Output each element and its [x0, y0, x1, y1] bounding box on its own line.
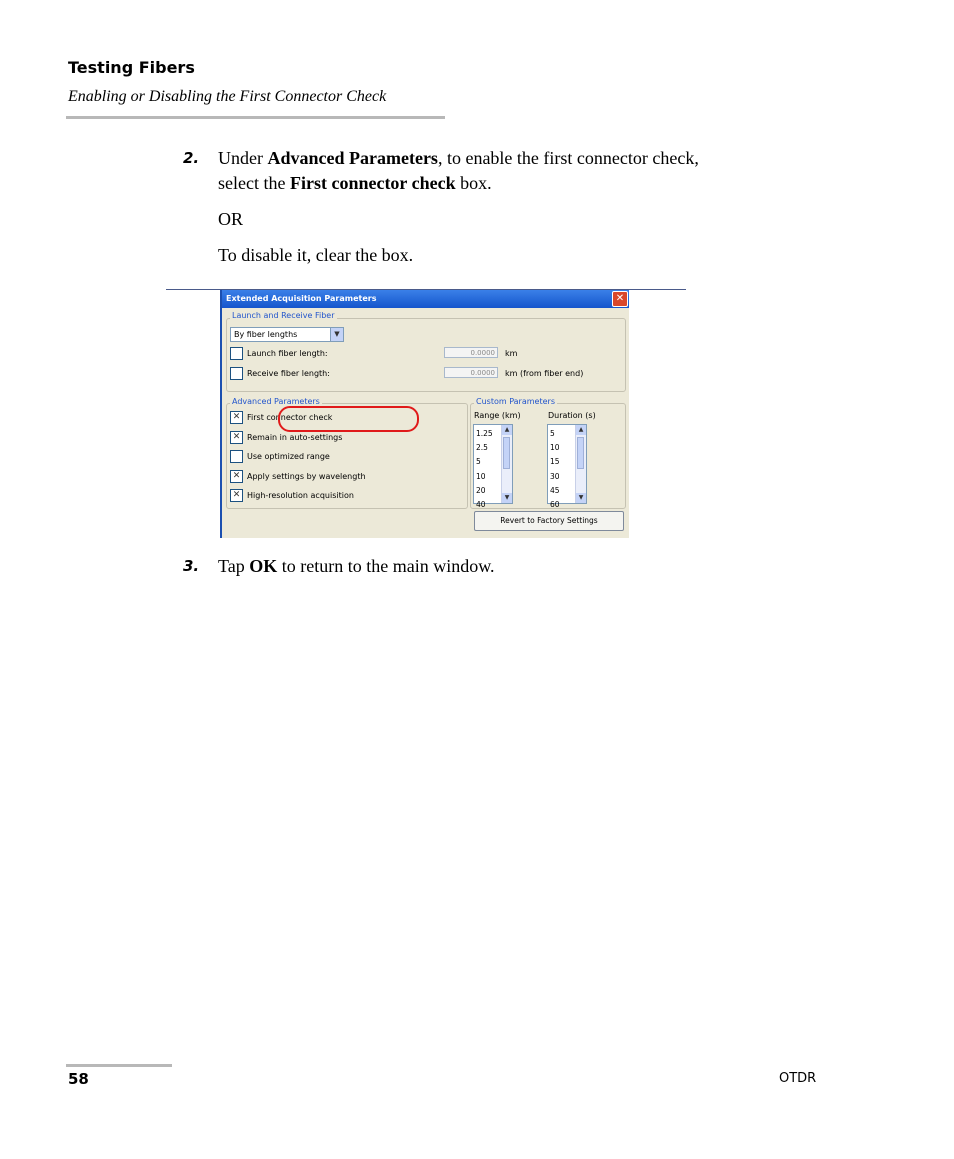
receive-fiber-input[interactable]: 0.0000 [444, 367, 498, 378]
list-item[interactable]: 1.25 [476, 429, 493, 438]
high-resolution-checkbox[interactable]: ✕ [230, 489, 243, 502]
use-optimized-range-checkbox[interactable] [230, 450, 243, 463]
list-item[interactable]: 15 [550, 457, 560, 466]
launch-fiber-label: Launch fiber length: [247, 349, 328, 358]
dialog-screenshot [166, 289, 686, 539]
duration-list[interactable] [547, 424, 587, 509]
high-resolution-label: High-resolution acquisition [247, 491, 354, 500]
step-3-number: 3. [183, 557, 200, 575]
range-scrollbar[interactable] [501, 425, 512, 503]
list-item[interactable]: 30 [550, 472, 560, 481]
list-item[interactable]: 10 [476, 472, 486, 481]
receive-fiber-checkbox[interactable] [230, 367, 243, 380]
launch-fiber-input[interactable]: 0.0000 [444, 347, 498, 358]
advanced-parameters-label: Advanced Parameters [232, 397, 320, 406]
list-item[interactable]: 10 [550, 443, 560, 452]
first-connector-check-label: First connector check [247, 413, 333, 422]
extended-acquisition-dialog [220, 290, 629, 538]
page-number: 58 [68, 1070, 89, 1088]
list-item[interactable]: 45 [550, 486, 560, 495]
ok-term: OK [249, 556, 278, 576]
dialog-title: Extended Acquisition Parameters [226, 294, 377, 303]
scroll-up-icon[interactable]: ▲ [576, 425, 586, 435]
list-item[interactable]: 5 [476, 457, 481, 466]
remain-auto-settings-label: Remain in auto-settings [247, 433, 343, 442]
revert-factory-settings-button[interactable]: Revert to Factory Settings [474, 511, 624, 531]
scroll-thumb[interactable] [503, 437, 510, 469]
step-3-text: Tap OK to return to the main window. [218, 556, 495, 576]
highlight-circle [278, 406, 419, 432]
chevron-down-icon[interactable]: ▼ [330, 328, 343, 341]
or-text: OR [218, 209, 244, 229]
receive-fiber-label: Receive fiber length: [247, 369, 330, 378]
list-item[interactable]: 5 [550, 429, 555, 438]
remain-auto-settings-checkbox[interactable]: ✕ [230, 431, 243, 444]
list-item[interactable]: 20 [476, 486, 486, 495]
running-header-subtitle: Enabling or Disabling the First Connector Check [68, 88, 387, 105]
first-connector-check-checkbox[interactable]: ✕ [230, 411, 243, 424]
dialog-titlebar [222, 290, 629, 308]
use-optimized-range-label: Use optimized range [247, 452, 330, 461]
duration-header: Duration (s) [548, 411, 596, 420]
list-item[interactable]: 2.5 [476, 443, 488, 452]
range-header: Range (km) [474, 411, 521, 420]
running-header-title: Testing Fibers [68, 58, 195, 77]
launch-receive-group-label: Launch and Receive Fiber [232, 311, 335, 320]
step-2-text: Under Advanced Parameters, to enable the first connector check, select the First connector check box. [218, 148, 699, 193]
scroll-down-icon[interactable]: ▼ [502, 493, 512, 503]
receive-fiber-unit: km (from fiber end) [505, 369, 584, 378]
apply-by-wavelength-checkbox[interactable]: ✕ [230, 470, 243, 483]
range-list[interactable] [473, 424, 513, 509]
advanced-parameters-term: Advanced Parameters [267, 148, 438, 168]
apply-by-wavelength-label: Apply settings by wavelength [247, 472, 366, 481]
scroll-down-icon[interactable]: ▼ [576, 493, 586, 503]
list-item[interactable]: 60 [550, 500, 560, 509]
product-name: OTDR [779, 1071, 817, 1086]
close-icon[interactable]: ✕ [612, 291, 628, 307]
custom-parameters-label: Custom Parameters [476, 397, 555, 406]
launch-fiber-checkbox[interactable] [230, 347, 243, 360]
step-2-number: 2. [183, 149, 200, 167]
disable-instruction: To disable it, clear the box. [218, 245, 414, 265]
footer-rule [66, 1064, 172, 1067]
list-item[interactable]: 40 [476, 500, 486, 509]
header-rule [66, 116, 445, 119]
fiber-mode-select[interactable]: By fiber lengths ▼ [230, 327, 344, 342]
scroll-thumb[interactable] [577, 437, 584, 469]
duration-scrollbar[interactable] [575, 425, 586, 503]
first-connector-check-term: First connector check [289, 173, 456, 193]
scroll-up-icon[interactable]: ▲ [502, 425, 512, 435]
launch-fiber-unit: km [505, 349, 518, 358]
